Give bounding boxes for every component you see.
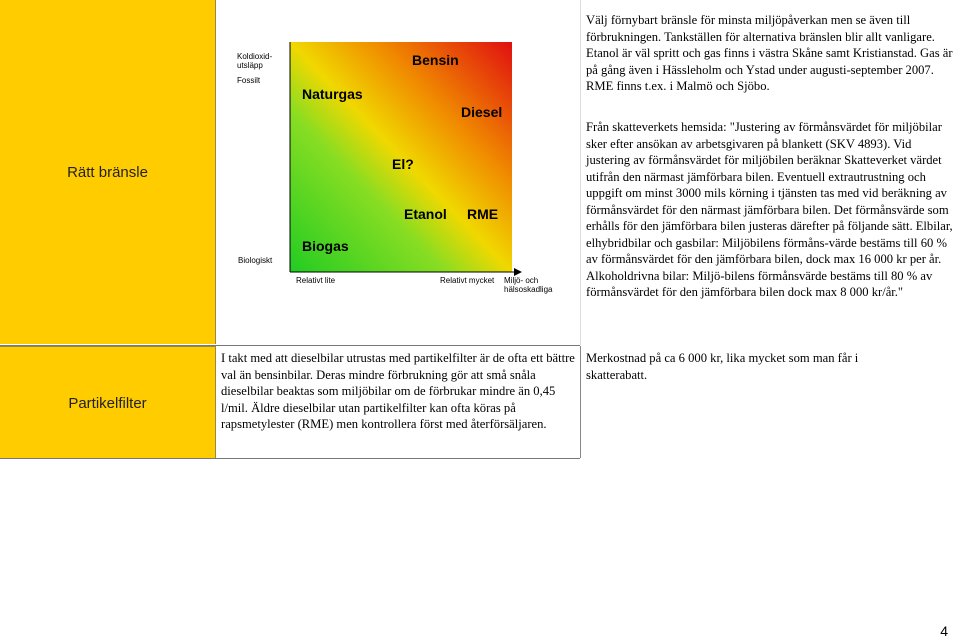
fuel-label-diesel: Diesel xyxy=(461,104,503,120)
row2-right-text: Merkostnad på ca 6 000 kr, lika mycket som man får i skatterabatt. xyxy=(586,351,859,382)
row-label-text: Rätt bränsle xyxy=(67,163,148,181)
table-divider xyxy=(0,458,580,459)
x-axis-left-label: Relativt lite xyxy=(296,276,336,285)
y-axis-title: Koldioxid- utsläpp xyxy=(237,52,273,70)
fuel-label-rme: RME xyxy=(467,206,499,222)
table-divider xyxy=(0,345,580,346)
row-label-partikelfilter xyxy=(0,346,216,459)
page-number: 4 xyxy=(940,623,948,639)
fuel-label-bensin: Bensin xyxy=(412,52,459,68)
row-label-text: Partikelfilter xyxy=(68,394,147,412)
x-axis-arrow-icon xyxy=(514,268,522,276)
fuel-label-biogas: Biogas xyxy=(302,238,349,254)
row1-right-para2: Från skatteverkets hemsida: "Justering av förmånsvärdet för miljöbilar sker efter ansökan av arbetsgivaren på blankett (SKV 4893). Vid justering av förmånsvärdet för miljöbilen beräknar Skatteverket värdet utifrån den närmast jämförbara bilen. Eventuell extrautrustning och uppgift om minst 3000 mils körning i tjänsten tas med vid beräkning av förmånsvärdet för den närmast jämförbara bilen. Det förmånsvärde som erhålls för den jämförbara bilen justeras därefter på följande sätt. Elbilar, elhybridbilar och gasbilar: Miljöbilens förmåns-värde bestäms till 60 % av förmånsvärdet för den jämförbara bilen, dock max 16 000 kr per år. Alkoholdrivna bilar: Miljö-bilens förmånsvärde bestäms till 80 % av förmånsvärdet för den jämförbara bilen dock max 8 000 kr/år." xyxy=(586,120,953,299)
column-divider xyxy=(580,0,581,345)
row-label-ratt-bransle xyxy=(0,0,216,344)
y-axis-bio-label: Biologiskt xyxy=(238,256,273,265)
row1-right-para1: Välj förnybart bränsle för minsta miljöpåverkan men se även till förbrukningen. Tankställen för alternativa bränslen blir allt vanligare. Etanol är väl spritt och gas finns i västra Skåne samt Kristianstad. Gas är på gång även i Hässleholm och Ystad under augusti-september 2007. RME finns t.ex. i Malmö och Sjöbo. xyxy=(586,13,953,93)
fuel-label-naturgas: Naturgas xyxy=(302,86,363,102)
column-divider xyxy=(580,346,581,458)
fuel-label-etanol: Etanol xyxy=(404,206,447,222)
row2-middle-text: I takt med att dieselbilar utrustas med partikelfilter är de ofta ett bättre val än bensinbilar. Deras mindre förbrukning gör att små snåla dieselbilar beaktas som miljöbilar om de förbrukar mindre än 0,45 l/mil. Äldre dieselbilar utan partikelfilter kan ofta köras på rapsmetylester (RME) men kontrollera först med återförsäljaren. xyxy=(221,351,575,431)
fuel-diagram xyxy=(232,40,572,302)
fuel-label-el: El? xyxy=(392,156,414,172)
x-axis-right2-label: Miljö- och hälsoskadliga xyxy=(504,276,553,294)
y-axis-fossil-label: Fossilt xyxy=(237,76,261,85)
x-axis-right-label: Relativt mycket xyxy=(440,276,495,285)
